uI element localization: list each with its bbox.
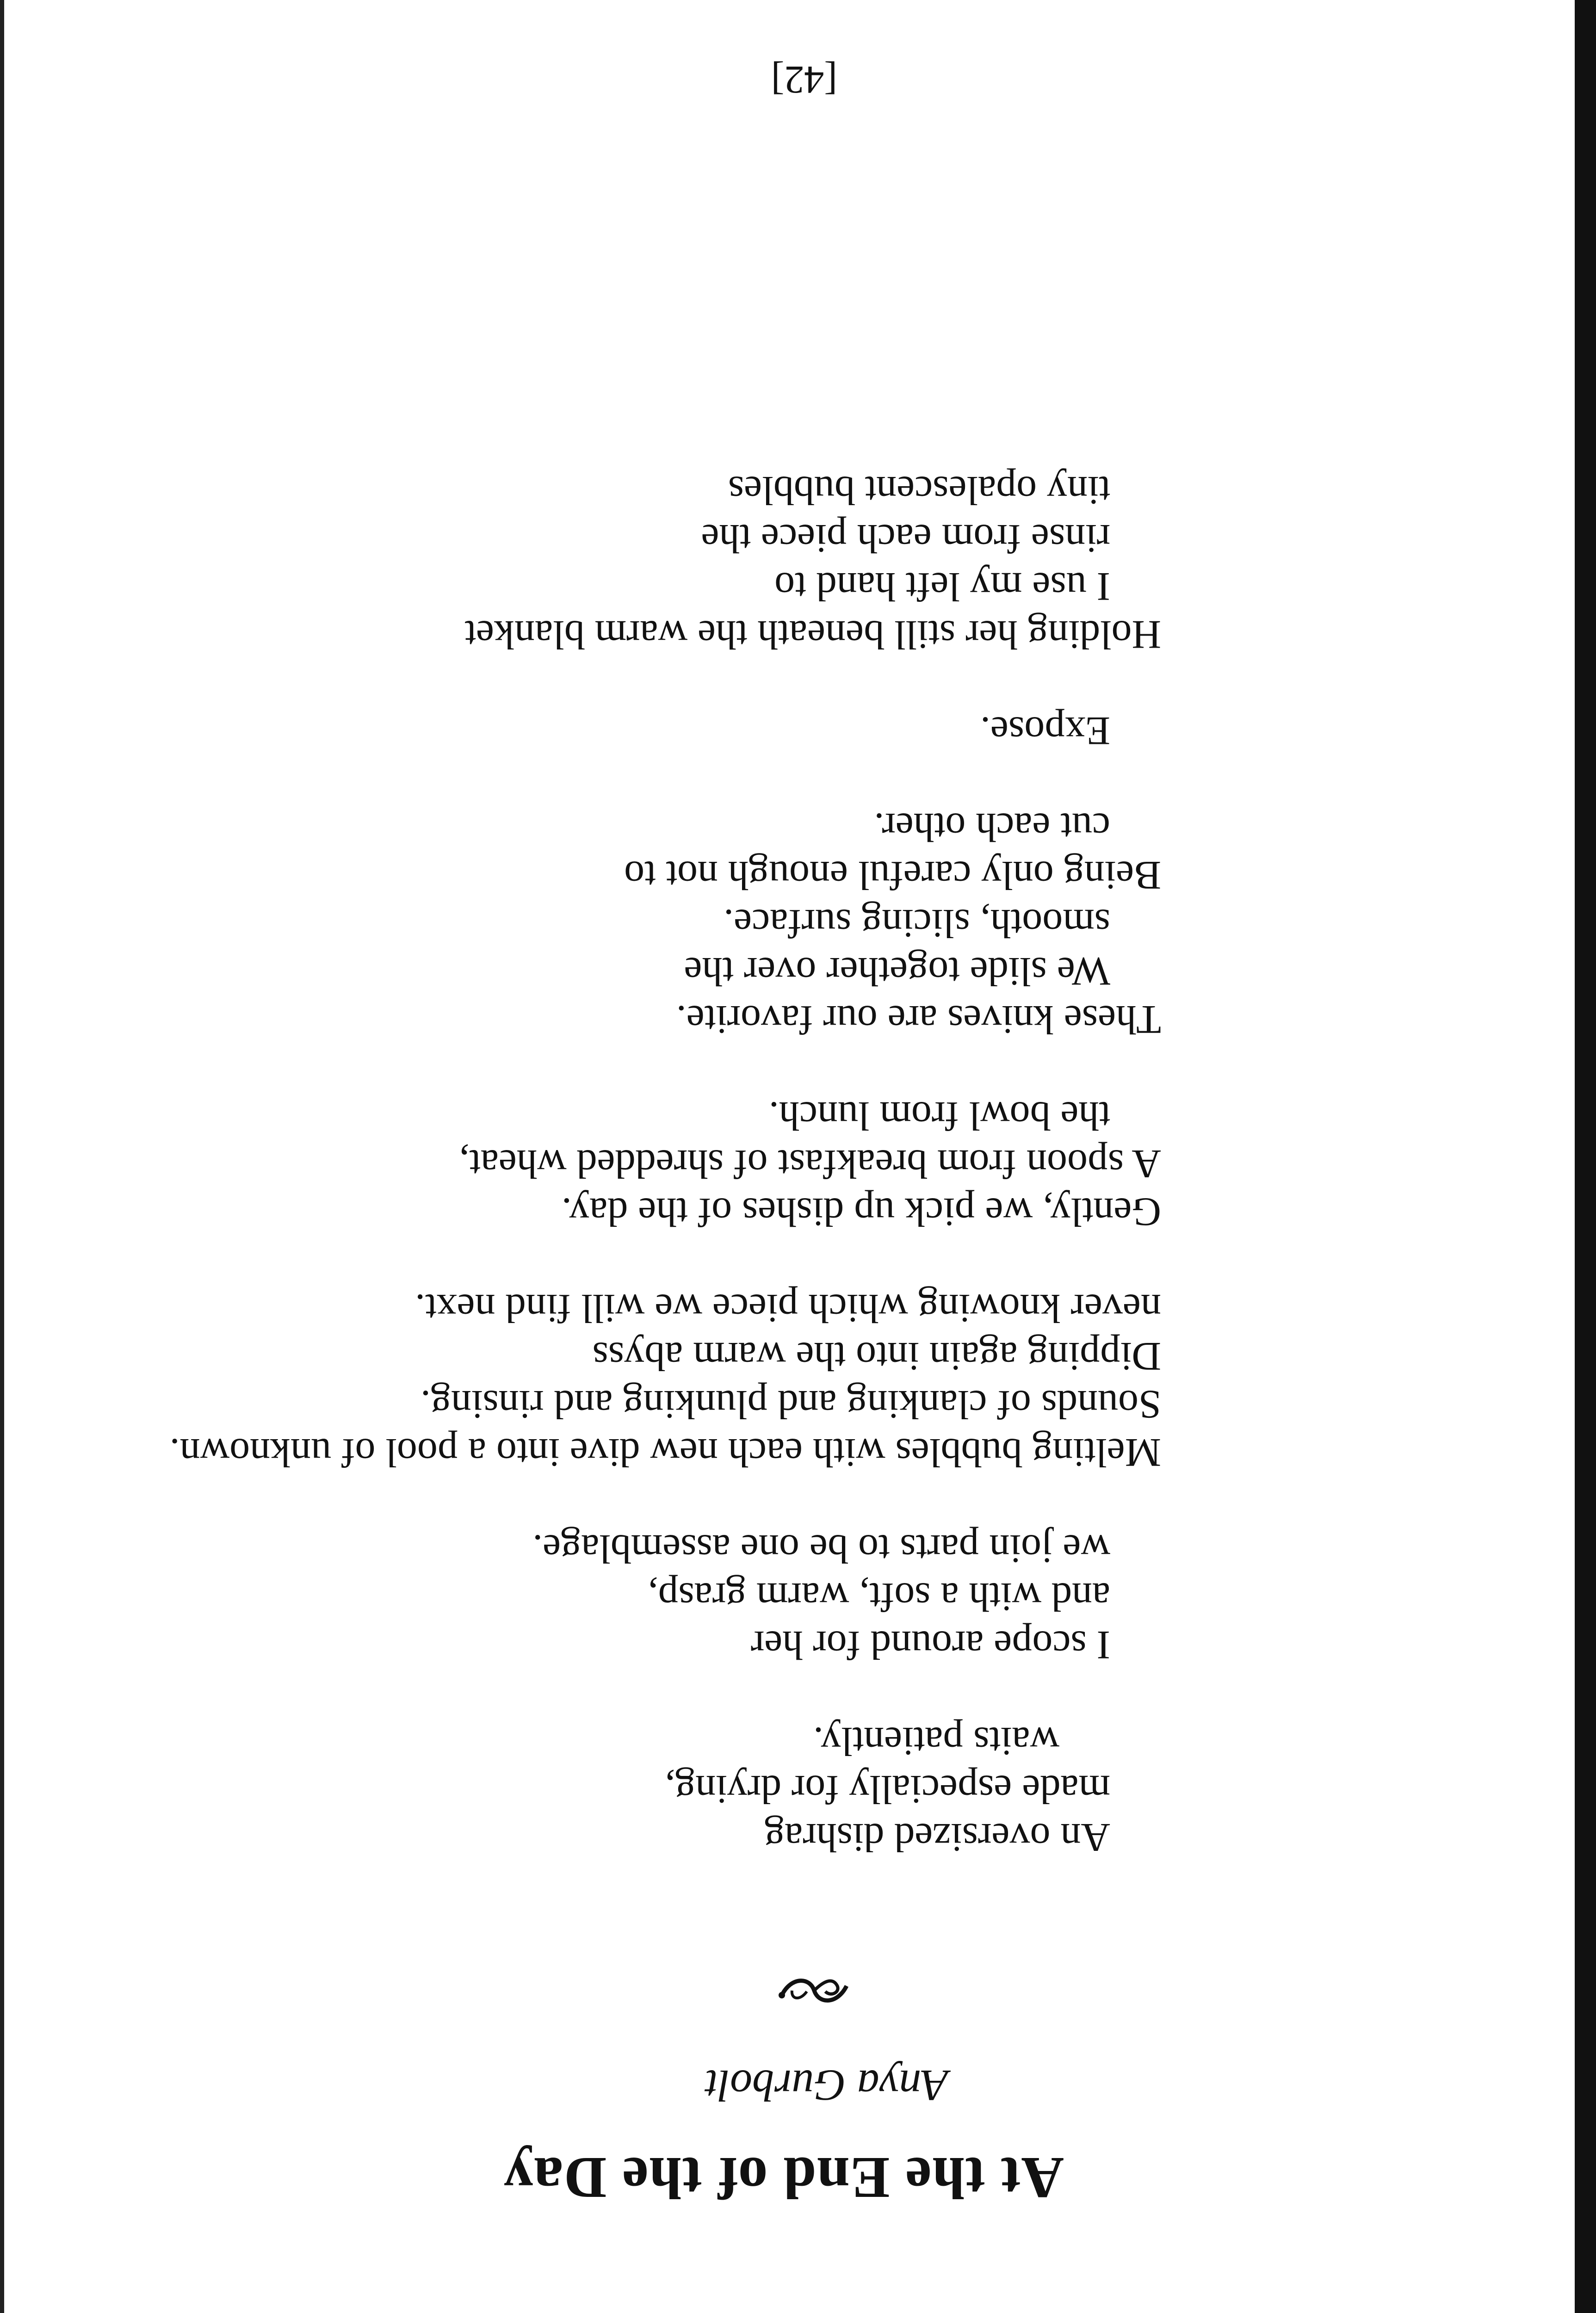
stanza (170, 1284, 1161, 1476)
poem-author: Anya Gurbolt (705, 2061, 948, 2110)
poem-line: I use my left hand to (774, 564, 1110, 609)
stanza (170, 706, 1161, 755)
stanza (170, 466, 1161, 658)
poem-line: the bowl from lunch. (768, 1093, 1110, 1138)
stanza (170, 1091, 1161, 1236)
poem-line: cut each other. (874, 804, 1110, 849)
poem-line: We slide together over the (684, 949, 1110, 994)
page-number: [42] (771, 58, 837, 102)
poem-line: Sounds of clanking and plunking and rinsing. (421, 1382, 1161, 1427)
poem-line: I scope around for her (750, 1622, 1110, 1667)
poem-line: Expose. (980, 708, 1110, 753)
poem-line: smooth, slicing surface. (724, 901, 1110, 946)
stanza (170, 803, 1161, 1043)
poem-line: we join parts to be one assemblage. (532, 1526, 1110, 1571)
poem-line: An oversized dishrag (764, 1815, 1110, 1860)
poem-line: Holding her still beneath the warm blanket (464, 612, 1161, 657)
poem-line: tiny opalescent bubbles (728, 468, 1110, 513)
poem-line: never knowing which piece we will find next. (415, 1286, 1161, 1330)
fleuron-icon (777, 1967, 851, 2014)
poem-line: and with a soft, warm grasp, (648, 1574, 1110, 1619)
poem-body (170, 418, 1161, 1861)
poem-line: Dipping again into the warm abyss (592, 1334, 1161, 1379)
poem-line: A spoon from breakfast of shredded wheat, (459, 1141, 1161, 1186)
poem-line: waits patiently. (813, 1719, 1059, 1763)
poem-title: At the End of the Day (503, 2145, 1064, 2211)
poem-line: Gently, we pick up dishes of the day. (561, 1189, 1161, 1234)
stanza (170, 1717, 1161, 1861)
stanza (170, 1524, 1161, 1669)
poem-line: Being only careful enough not to (624, 853, 1161, 897)
poem-line: These knives are our favorite. (676, 997, 1161, 1042)
poem-line: made especially for drying, (665, 1767, 1110, 1812)
poem-line: Melting bubbles with each new dive into a pool of unknown. (169, 1430, 1161, 1475)
poem-line: rinse from each piece the (701, 516, 1110, 561)
